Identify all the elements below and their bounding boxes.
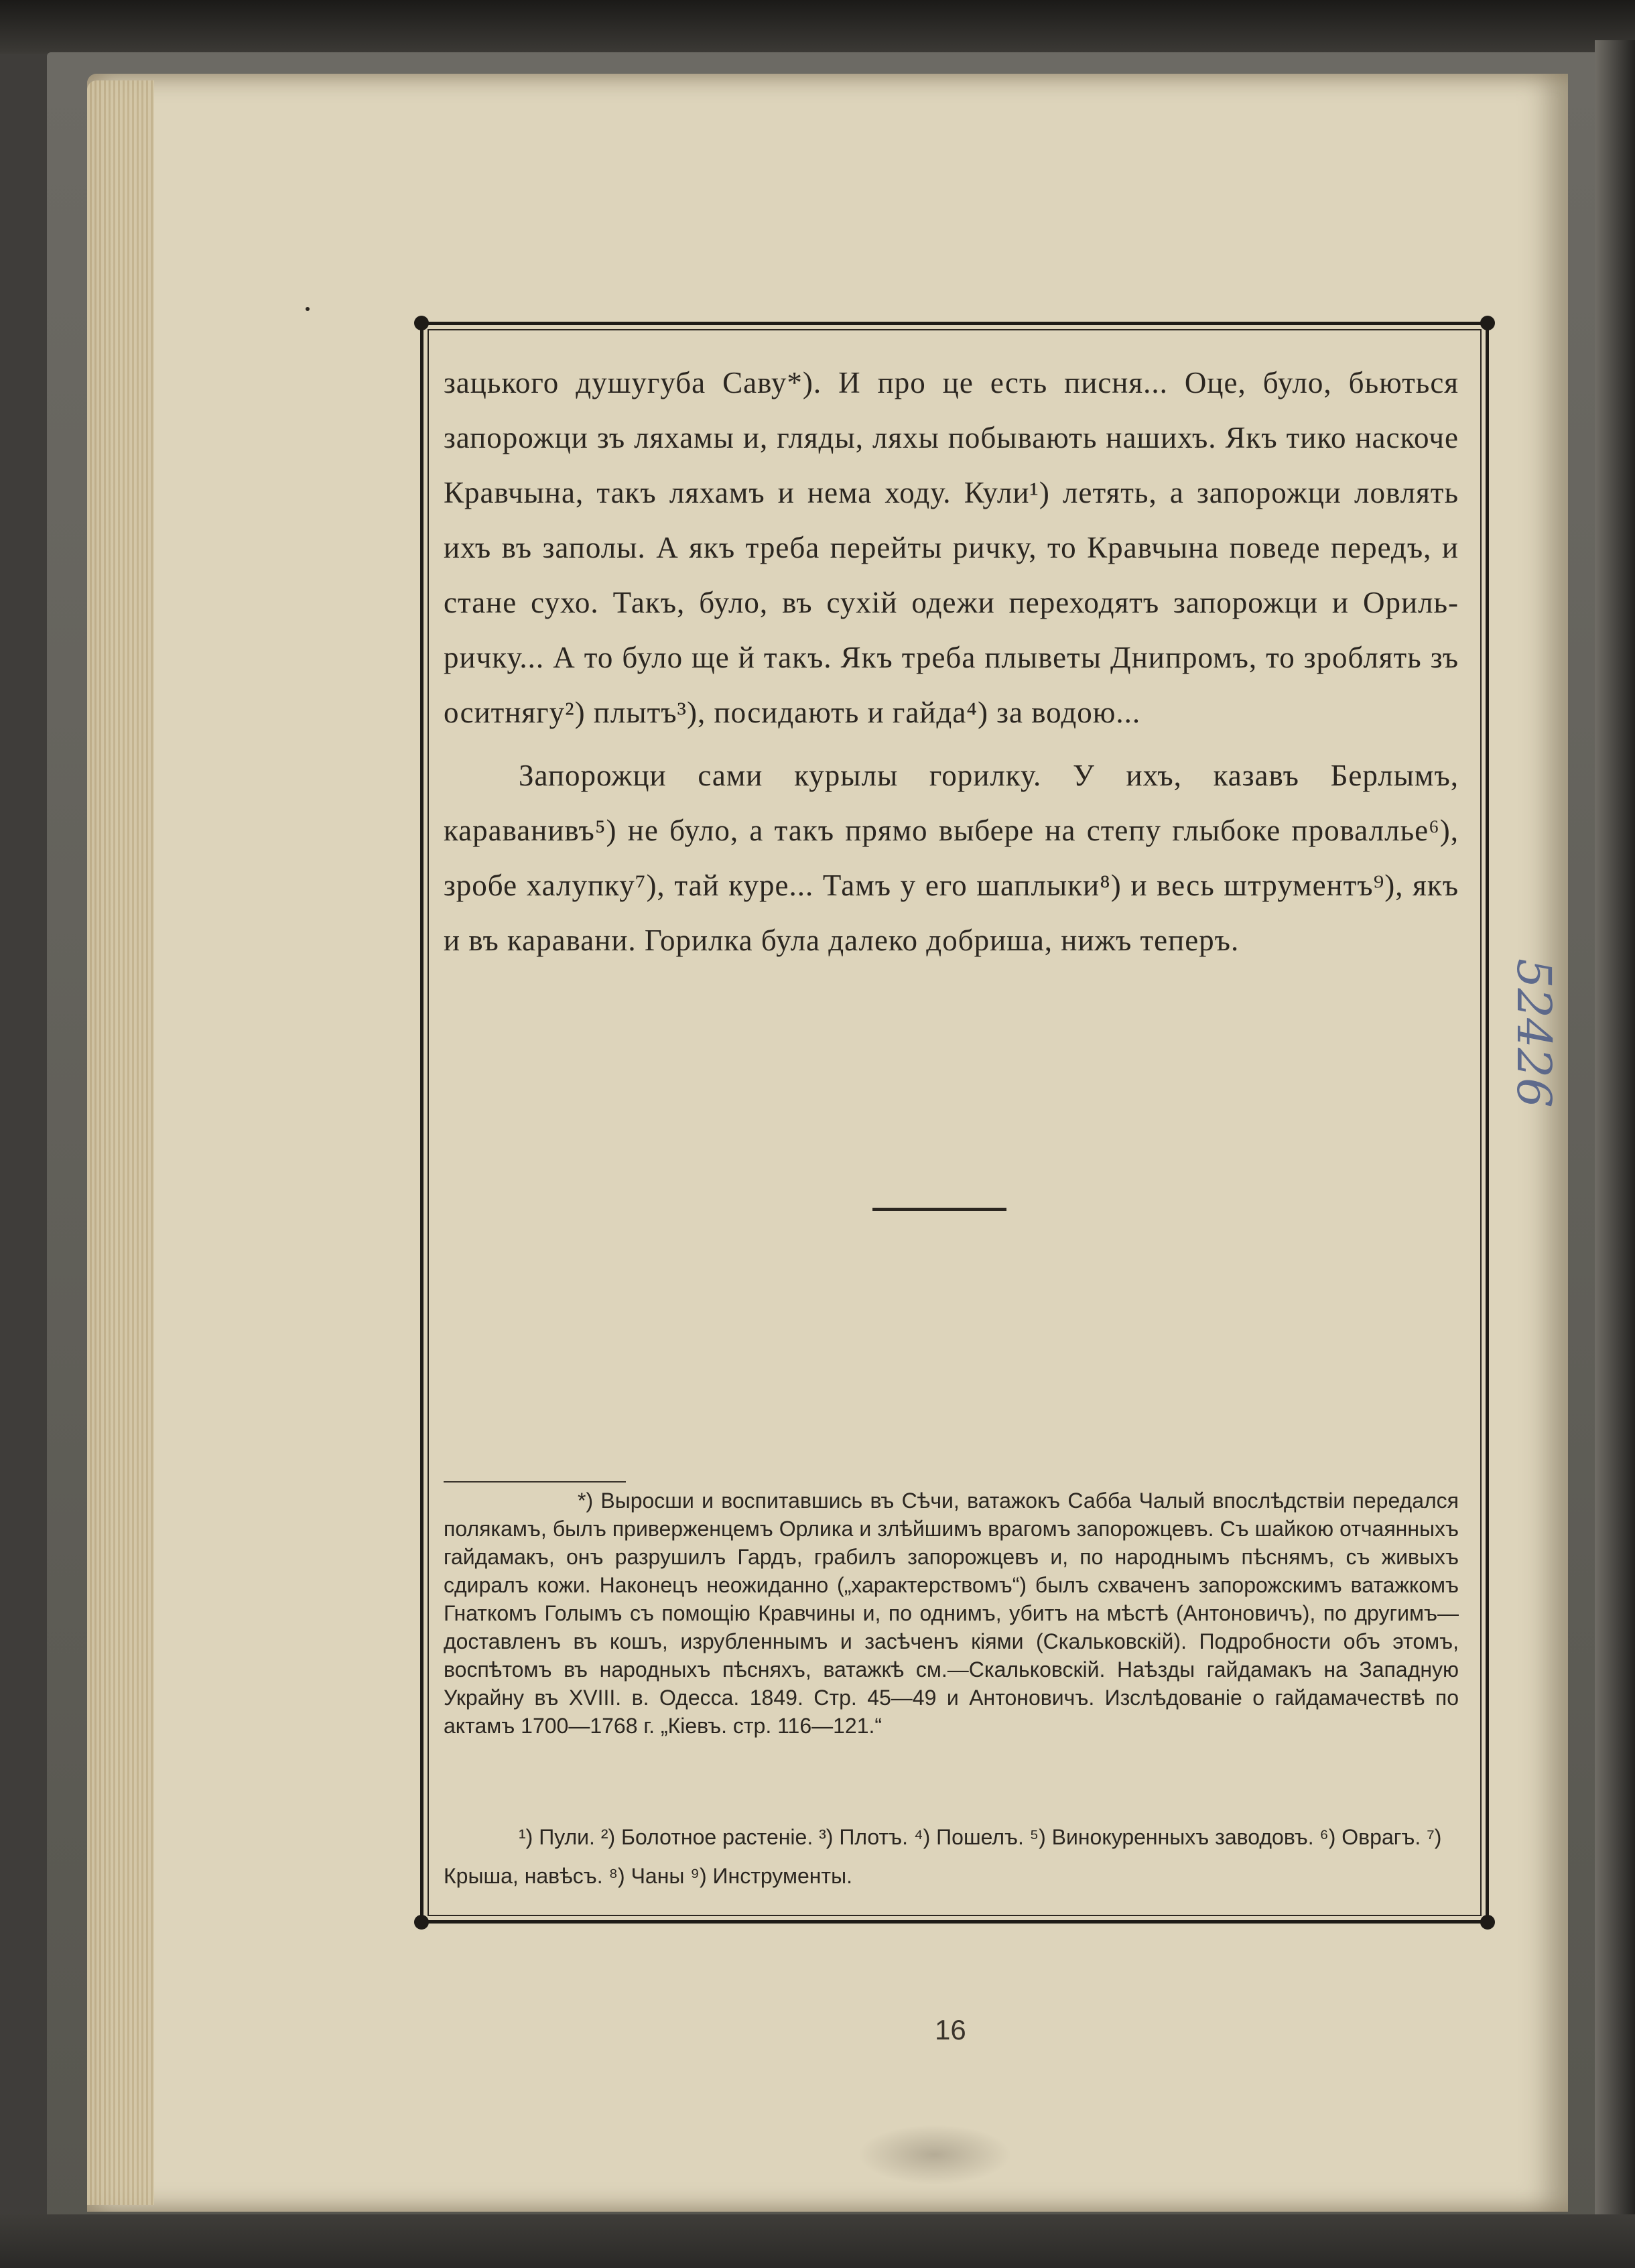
- section-divider: [872, 1208, 1006, 1211]
- ink-speck: [306, 307, 310, 311]
- book-bottom-edge: [0, 2214, 1635, 2268]
- glossary-notes: [444, 1818, 1459, 1895]
- paragraph: зацького душугуба Саву*). И про це есть писня... Оце, було, бьються запорожци зъ ляхамы и, гляды, ляхы побывають нашихъ. Якъ тико наскоче Кравчына, такъ ляхамъ и нема ходу. Кули¹) летять, а запорожци ловлять ихъ въ заполы. А якъ треба перейты ричку, то Кравчына поведе передъ, и стане сухо. Такъ, було, въ сухій одежи переходятъ запорожци и Ориль-ричку... А то було ще й такъ. Якъ треба плыветы Днипромъ, то зроблять зъ оситнягу²) плытъ³), посидають и гайда⁴) за водою...: [444, 366, 1459, 729]
- glossary-text: ¹) Пули. ²) Болотное растеніе. ³) Плотъ. ⁴) Пошелъ. ⁵) Винокуренныхъ заводовъ. ⁶) Оврагъ. ⁷) Крыша, навѣсъ. ⁸) Чаны ⁹) Инструменты.: [444, 1825, 1442, 1888]
- book-cover-edge: [1595, 40, 1635, 2232]
- footnote-rule: [444, 1481, 626, 1483]
- footnote-text: *) Выросши и воспитавшись въ Сѣчи, ватажокъ Сабба Чалый впослѣдствіи передался полякамъ, былъ приверженцемъ Орлика и злѣйшимъ врагомъ запорожцевъ. Съ шайкою отчаянныхъ гайдамакъ, онъ разрушилъ Гардъ, грабилъ запорожцевъ и, по народнымъ пѣснямъ, съ живыхъ сдиралъ кожи. Наконецъ неожиданно („характерствомъ“) былъ схваченъ запорожскимъ ватажкомъ Гнаткомъ Голымъ съ помощію Кравчины и, по однимъ, убитъ на мѣстѣ (Антоновичъ), по другимъ—доставленъ въ кошъ, изрубленнымъ и засѣченъ кіями (Скальковскій). Подробности объ этомъ, воспѣтомъ въ народныхъ пѣсняхъ, ватажкѣ см.—Скальковскій. Наѣзды гайдамакъ на Западную Украйну въ XVIII. в. Одесса. 1849. Стр. 45—49 и Антоновичъ. Изслѣдованіе о гайдамачествѣ по актамъ 1700—1768 г. „Кіевъ. стр. 116—121.“: [444, 1489, 1459, 1738]
- page-edges: [87, 80, 154, 2205]
- footnote: [444, 1487, 1459, 1740]
- frame-corner-dot: [1480, 316, 1495, 330]
- frame-corner-dot: [1480, 1915, 1495, 1930]
- frame-corner-dot: [414, 316, 429, 330]
- main-text: [444, 355, 1459, 968]
- page-number: 16: [935, 2014, 966, 2045]
- frame-corner-dot: [414, 1915, 429, 1930]
- handwritten-note: 52426: [1506, 958, 1561, 1108]
- book-spine-top: [0, 0, 1635, 54]
- paragraph: Запорожци сами курылы горилку. У ихъ, казавъ Берлымъ, караванивъ⁵) не було, а такъ прямо выбере на степу глыбоке проваллье⁶), зробе халупку⁷), тай куре... Тамъ у его шаплыки⁸) и весь штрументъ⁹), якъ и въ каравани. Горилка була далеко добриша, нижъ теперъ.: [444, 759, 1459, 957]
- faded-stamp: [858, 2125, 1012, 2185]
